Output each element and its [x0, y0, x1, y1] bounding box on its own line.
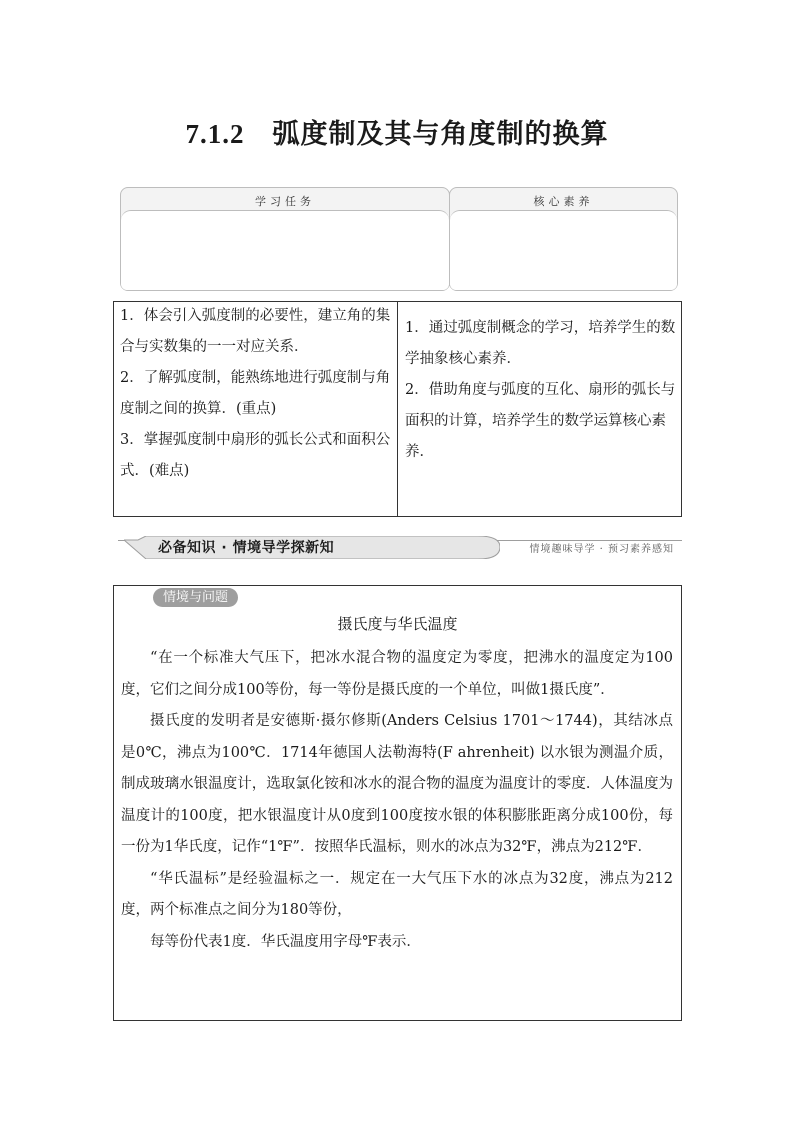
task-item: 3．掌握弧度制中扇形的弧长公式和面积公式．(难点)	[120, 432, 391, 479]
paragraph: “华氏温标”是经验温标之一．规定在一大气压下水的冰点为32度，沸点为212度，两个标准点之间分为180等份，	[121, 870, 673, 918]
core-literacy-label: 核心素养	[533, 195, 594, 208]
section-number: 7.1.2	[185, 119, 245, 149]
scenario-body	[121, 643, 673, 958]
core-literacy-cell	[405, 313, 677, 468]
section-title: 弧度制及其与角度制的换算	[272, 119, 609, 150]
table-divider	[397, 302, 398, 516]
task-item: 1．体会引入弧度制的必要性，建立角的集合与实数集的一一对应关系．	[120, 308, 391, 355]
banner-title: 必备知识 · 情境导学探新知	[158, 540, 335, 556]
core-literacy-panel	[450, 210, 677, 290]
literacy-item: 2．借助角度与弧度的互化、扇形的弧长与面积的计算，培养学生的数学运算核心素养．	[405, 382, 676, 460]
literacy-item: 1．通过弧度制概念的学习，培养学生的数学抽象核心素养．	[405, 320, 676, 367]
learning-tasks-header	[120, 187, 450, 291]
learning-tasks-panel	[121, 210, 449, 290]
learning-tasks-label: 学习任务	[255, 195, 315, 208]
scenario-title: 摄氏度与华氏温度	[337, 615, 458, 633]
scenario-tag: 情境与问题	[153, 588, 238, 607]
page-title	[0, 112, 794, 151]
objectives-table	[113, 301, 682, 517]
core-literacy-header	[449, 187, 678, 291]
paragraph: 每等份代表1度．华氏温度用字母℉表示．	[150, 933, 421, 950]
banner-subtitle: 情境趣味导学 · 预习素养感知	[529, 544, 674, 555]
learning-tasks-cell	[120, 301, 392, 487]
paragraph: 摄氏度的发明者是安德斯·摄尔修斯(Anders Celsius 1701～1744)，其结冰点是0℃，沸点为100℃．1714年德国人法勒海特(F ahrenheit) 以水银为测温介质，制成玻璃水银温度计，选取氯化铵和冰水的混合物的温度为温度计的零度．人体温度为温度计的100度，把水银温度计从0度到100度按水银的体积膨胀距离分成100份，每一份为1华氏度，记作“1℉”．按照华氏温标，则水的冰点为32℉，沸点为212℉．	[121, 713, 673, 855]
scenario-box	[113, 585, 682, 1021]
task-item: 2．了解弧度制，能熟练地进行弧度制与角度制之间的换算．(重点)	[120, 370, 391, 417]
section-banner	[118, 533, 682, 561]
paragraph: “在一个标准大气压下，把冰水混合物的温度定为零度，把沸水的温度定为100度，它们之间分成100等份，每一等份是摄氏度的一个单位，叫做1摄氏度”．	[121, 650, 673, 698]
